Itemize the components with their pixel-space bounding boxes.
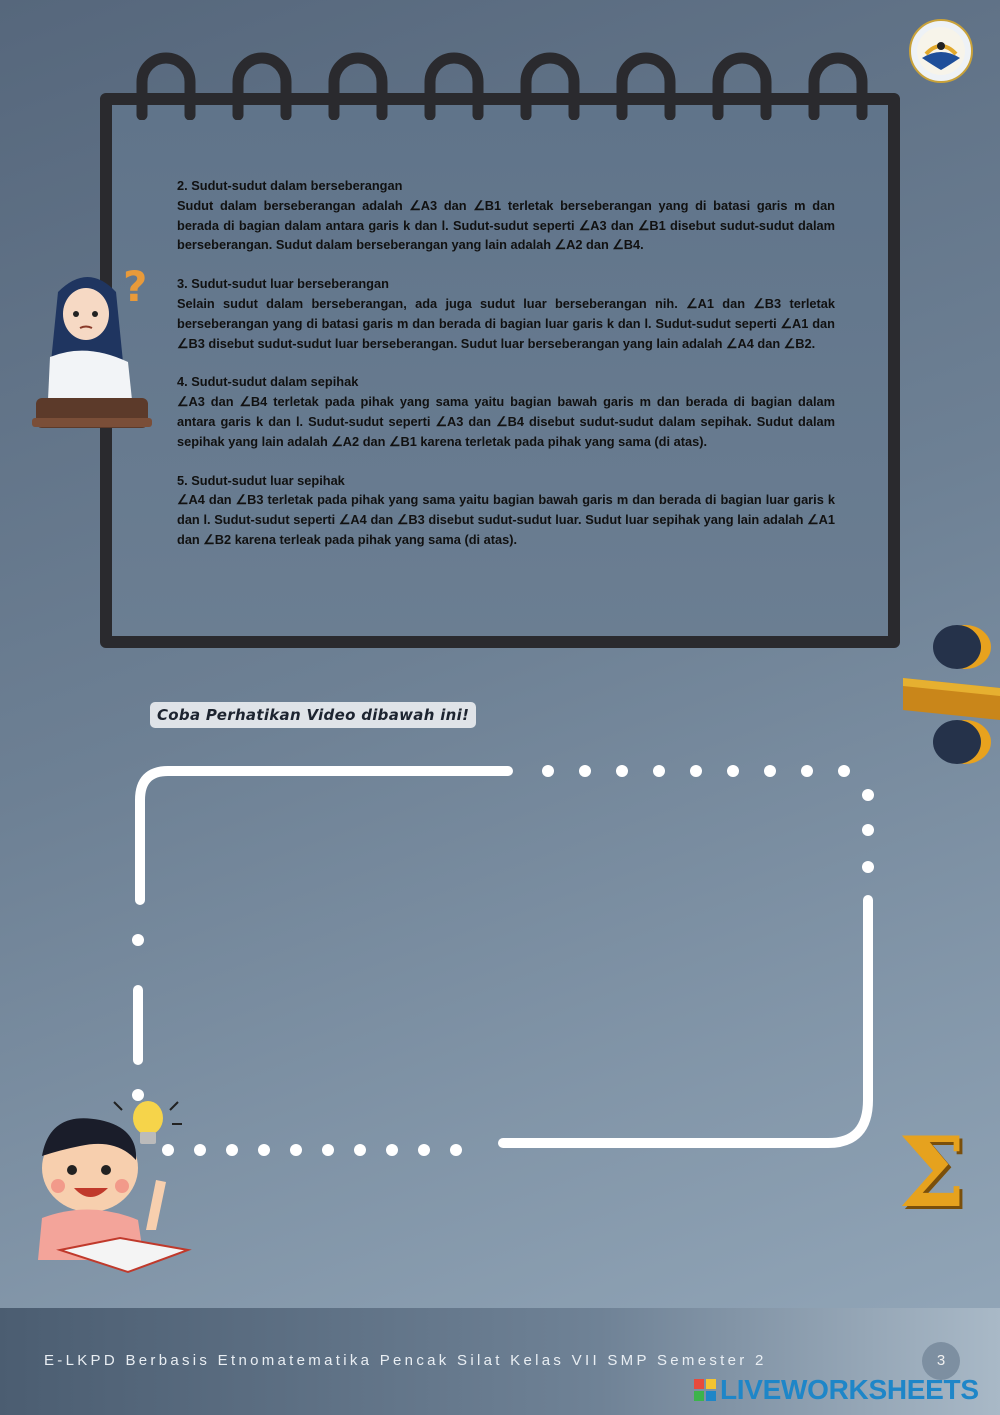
section-body: ∠A3 dan ∠B4 terletak pada pihak yang sama yaitu bagian bawah garis m dan berada di bagian dalam antara garis k dan l. Sudut-sudut seperti ∠A3 dan ∠B4 disebut sudut-sudut dalam sepihak. Sudut dalam sepihak yang lain adalah ∠A2 dan ∠B1 karena terletak pada pihak yang sama (di atas). xyxy=(177,394,835,449)
section-body: Sudut dalam berseberangan adalah ∠A3 dan ∠B1 terletak berseberangan yang di batasi garis m dan berada di bagian dalam antara garis k dan l. Sudut-sudut seperti ∠A3 dan ∠B1 disebut sudut-sudut dalam berseberangan. Sudut dalam berseberangan yang lain adalah ∠A2 dan ∠B4. xyxy=(177,197,835,253)
liveworksheets-wordmark: LIVEWORKSHEETS xyxy=(720,1374,979,1405)
liveworksheets-icon xyxy=(694,1379,716,1401)
liveworksheets-logo xyxy=(694,1374,979,1406)
video-frame[interactable] xyxy=(128,760,888,1160)
content-text xyxy=(177,176,835,569)
section-body: Selain sudut dalam berseberangan, ada juga sudut luar berseberangan nih. ∠A1 dan ∠B3 terletak berseberangan yang di batasi garis m dan berada di bagian luar garis k dan l. Sudut-sudut seperti ∠A1 dan ∠B3 disebut sudut-sudut luar berseberangan. Sudut luar berseberangan yang lain adalah ∠A4 dan ∠B2. xyxy=(177,295,835,351)
section-body: ∠A4 dan ∠B3 terletak pada pihak yang sama yaitu bagian bawah garis m dan berada di bagian luar garis k dan l. Sudut-sudut seperti ∠A4 dan ∠B3 disebut sudut-sudut luar. Sudut luar sepihak yang lain adalah ∠A1 dan ∠B2 karena terleak pada pihak yang sama (di atas). xyxy=(177,492,835,547)
section-heading: 5. Sudut-sudut luar sepihak xyxy=(177,472,345,488)
section-heading: 3. Sudut-sudut luar berseberangan xyxy=(177,276,389,292)
section-heading: 2. Sudut-sudut dalam berseberangan xyxy=(177,178,403,193)
footer-title: E-LKPD Berbasis Etnomatematika Pencak Silat Kelas VII SMP Semester 2 xyxy=(44,1352,767,1369)
section-luar-sepihak xyxy=(177,471,835,550)
percent-icon xyxy=(895,620,1000,770)
section-dalam-sepihak xyxy=(177,372,835,451)
university-logo xyxy=(908,18,974,84)
page-number: 3 xyxy=(922,1342,960,1380)
sigma-icon: Σ xyxy=(898,1116,966,1229)
section-luar-berseberangan xyxy=(177,274,835,353)
boy-idea-illustration xyxy=(20,1090,200,1285)
video-label: Coba Perhatikan Video dibawah ini! xyxy=(150,702,476,728)
section-heading: 4. Sudut-sudut dalam sepihak xyxy=(177,374,359,390)
question-mark: ? xyxy=(123,262,148,311)
section-dalam-berseberangan xyxy=(177,176,835,255)
spiral-rings xyxy=(120,40,910,120)
